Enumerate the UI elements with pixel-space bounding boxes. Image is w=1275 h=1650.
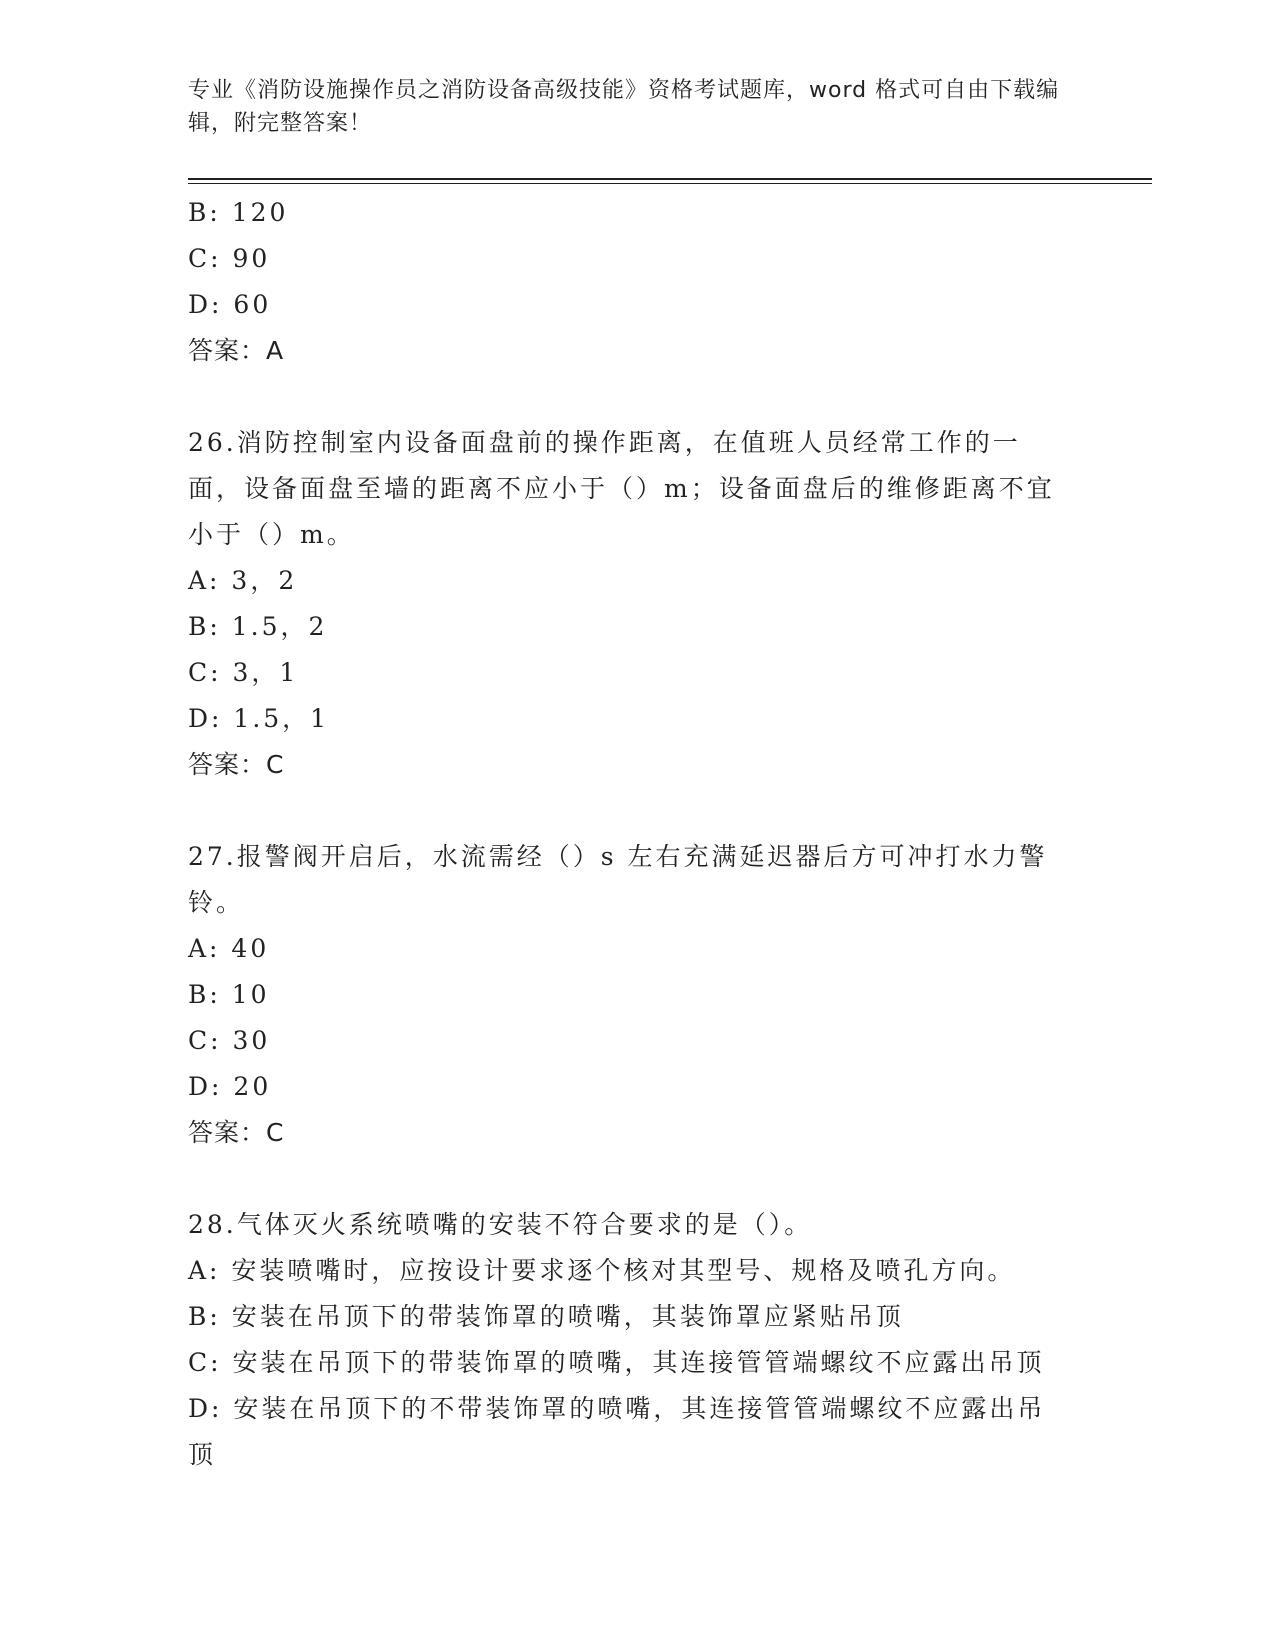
option-a: A: 3，2 [188,566,298,595]
question-stem: 26.消防控制室内设备面盘前的操作距离，在值班人员经常工作的一面，设备面盘至墙的距离不应小于（）m；设备面盘后的维修距离不宜小于（）m。 [188,428,1055,549]
option-b: B: 10 [188,980,270,1009]
option-c: C: 3，1 [188,658,299,687]
option-a: A: 40 [188,934,270,963]
question-stem: 27.报警阀开启后，水流需经（）s 左右充满延迟器后方可冲打水力警铃。 [188,842,1048,917]
answer: 答案：C [188,750,285,779]
option-d: D: 1.5，1 [188,704,330,733]
question-27 [188,834,1068,1156]
option-b: B: 1.5，2 [188,612,328,641]
spacer [188,1156,1068,1202]
header-rule-thick [188,178,1152,180]
option-b: B: 120 [188,198,289,227]
option-c: C: 30 [188,1026,271,1055]
spacer [188,788,1068,834]
option-d: D: 安装在吊顶下的不带装饰罩的喷嘴，其连接管管端螺纹不应露出吊顶 [188,1394,1046,1469]
spacer [188,374,1068,420]
header-rule-thin [188,183,1152,184]
question-26 [188,420,1068,788]
option-d: D: 20 [188,1072,272,1101]
question-list [188,190,1068,1478]
option-b: B: 安装在吊顶下的带装饰罩的喷嘴，其装饰罩应紧贴吊顶 [188,1302,904,1331]
question-28 [188,1202,1068,1478]
option-c: C: 90 [188,244,271,273]
question-25-tail [188,190,1068,374]
option-a: A: 安装喷嘴时，应按设计要求逐个核对其型号、规格及喷孔方向。 [188,1256,1016,1285]
question-stem: 28.气体灭火系统喷嘴的安装不符合要求的是（）。 [188,1210,813,1239]
page-header: 专业《消防设施操作员之消防设备高级技能》资格考试题库，word 格式可自由下载编辑，附完整答案！ [188,78,1060,136]
answer: 答案：C [188,1118,285,1147]
answer: 答案：A [188,336,285,365]
option-d: D: 60 [188,290,272,319]
option-c: C: 安装在吊顶下的带装饰罩的喷嘴，其连接管管端螺纹不应露出吊顶 [188,1348,1045,1377]
